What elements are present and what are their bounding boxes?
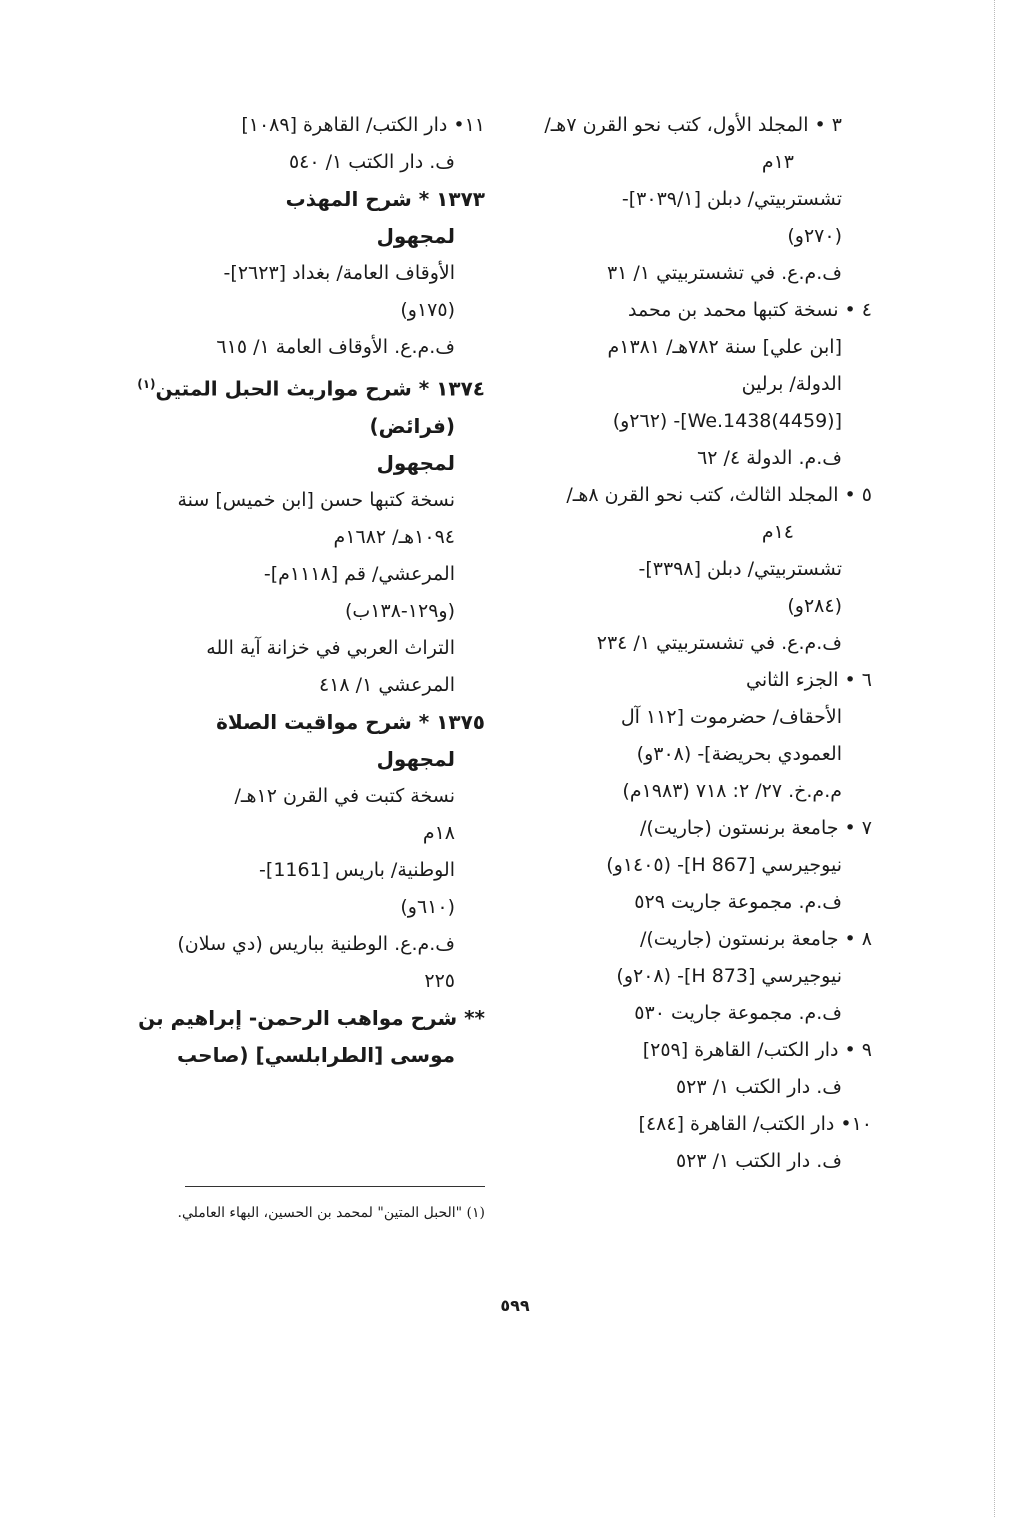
entry-5-ref: ف.م.ع. في تشستربيتي ١/ ٢٣٤ (596, 632, 842, 654)
entry-8-title: ٨ • جامعة برنستون (جاريت)/ (639, 928, 872, 950)
entry-3-date: ١٣م (761, 151, 794, 173)
footnote-marker: (١) (137, 377, 156, 391)
entry-6-location: الأحقاف/ حضرموت [١١٢ آل (620, 706, 842, 728)
heading-mawahib-cont: موسى [الطرابلسي] (صاحب (177, 1042, 455, 1067)
entry-1374-ref: التراث العربي في خزانة آية الله (206, 636, 455, 659)
entry-4-title: ٤ • نسخة كتبها محمد بن محمد (628, 299, 872, 321)
entry-5-title: ٥ • المجلد الثالث، كتب نحو القرن ٨هـ/ (566, 484, 872, 506)
scan-edge-line (994, 0, 995, 1517)
entry-9-ref: ف. دار الكتب ١/ ٥٢٣ (675, 1076, 842, 1098)
entry-1375-date: ١٨م (422, 821, 455, 844)
entry-3-location: تشستربيتي/ دبلن [٣٠٣٩/١]- (621, 188, 842, 210)
entry-1375-ref: ف.م.ع. الوطنية بباريس (دي سلان) (177, 932, 455, 955)
entry-11-title: ١١• دار الكتب/ القاهرة [١٠٨٩] (241, 114, 485, 136)
entry-1374-ref-cont: المرعشي ١/ ٤١٨ (319, 673, 455, 696)
entry-7-location: نيوجيرسي [867 H]- (١٤٠٥و) (606, 854, 842, 876)
entry-6-ref: م.م.خ. ٢٧/ ٢: ٧١٨ (١٩٨٣م) (622, 780, 842, 802)
author-1374: لمجهول (376, 450, 455, 475)
entry-7-title: ٧ • جامعة برنستون (جاريت)/ (639, 817, 872, 839)
heading-1375: ١٣٧٥ * شرح مواقيت الصلاة (216, 709, 485, 734)
entry-1373-location: الأوقاف العامة/ بغداد [٢٦٢٣]- (223, 262, 455, 284)
entry-5-folios: (٢٨٤و) (787, 595, 842, 617)
entry-1375-folios: (٦١٠و) (400, 895, 455, 918)
entry-6-location-cont: العمودي بحريضة]- (٣٠٨و) (636, 743, 842, 765)
entry-10-ref: ف. دار الكتب ١/ ٥٢٣ (675, 1150, 842, 1172)
heading-1374: ١٣٧٤ * شرح مواريث الحبل المتين$^{(١)}$ (137, 376, 485, 401)
entry-1373-folios: (١٧٥و) (400, 299, 455, 321)
entry-6-title: ٦ • الجزء الثاني (745, 669, 872, 691)
entry-7-ref: ف.م. مجموعة جاريت ٥٢٩ (634, 891, 842, 913)
entry-8-location: نيوجيرسي [873 H]- (٢٠٨و) (616, 965, 842, 987)
heading-1373: ١٣٧٣ * شرح المهذب (285, 187, 485, 211)
entry-1374-scribe: نسخة كتبها حسن [ابن خميس] سنة (177, 488, 455, 511)
entry-4-date: [ابن علي] سنة ٧٨٢هـ/ ١٣٨١م (607, 336, 842, 358)
entry-1375-ref-cont: ٢٢٥ (424, 969, 455, 992)
heading-mawahib: ** شرح مواهب الرحمن- إبراهيم بن (138, 1005, 485, 1030)
entry-5-location: تشستربيتي/ دبلن [٣٣٩٨]- (638, 558, 842, 580)
entry-4-location: الدولة/ برلين (741, 373, 842, 395)
entry-4-folios: [We.1438(4459)]- (٢٦٢و) (612, 410, 842, 432)
entry-1374-date: ١٠٩٤هـ/ ١٦٨٢م (333, 525, 455, 548)
heading-1374-subtitle: (فرائض) (369, 413, 455, 438)
entry-3-title: ٣ • المجلد الأول، كتب نحو القرن ٧هـ/ (544, 114, 842, 136)
author-1373: لمجهول (376, 224, 455, 248)
entry-5-date: ١٤م (761, 521, 794, 543)
entry-4-ref: ف.م. الدولة ٤/ ٦٢ (697, 447, 842, 469)
entry-8-ref: ف.م. مجموعة جاريت ٥٣٠ (634, 1002, 842, 1024)
entry-11-ref: ف. دار الكتب ١/ ٥٤٠ (288, 151, 455, 173)
entry-1375-copy: نسخة كتبت في القرن ١٢هـ/ (234, 784, 455, 807)
entry-3-ref: ف.م.ع. في تشستربيتي ١/ ٣١ (606, 262, 842, 284)
entry-3-folios: (٢٧٠و) (787, 225, 842, 247)
entry-1374-folios: (و١٢٩-١٣٨ب) (344, 599, 455, 622)
footnote: (١) "الحبل المتين" لمحمد بن الحسين، البهاء العاملي. (177, 1205, 485, 1221)
left-column (137, 112, 485, 1079)
footnote-separator (185, 1186, 485, 1187)
entry-1375-location: الوطنية/ باريس [1161]- (259, 858, 455, 881)
entry-10-title: ١٠• دار الكتب/ القاهرة [٤٨٤] (638, 1113, 872, 1135)
entry-1374-location: المرعشي/ قم [١١١٨م]- (263, 562, 455, 585)
page-number: ٥٩٩ (500, 1296, 530, 1315)
entry-9-title: ٩ • دار الكتب/ القاهرة [٢٥٩] (642, 1039, 872, 1061)
entry-1373-ref: ف.م.ع. الأوقاف العامة ١/ ٦١٥ (216, 336, 455, 358)
author-1375: لمجهول (376, 746, 455, 771)
right-column (520, 112, 872, 1185)
